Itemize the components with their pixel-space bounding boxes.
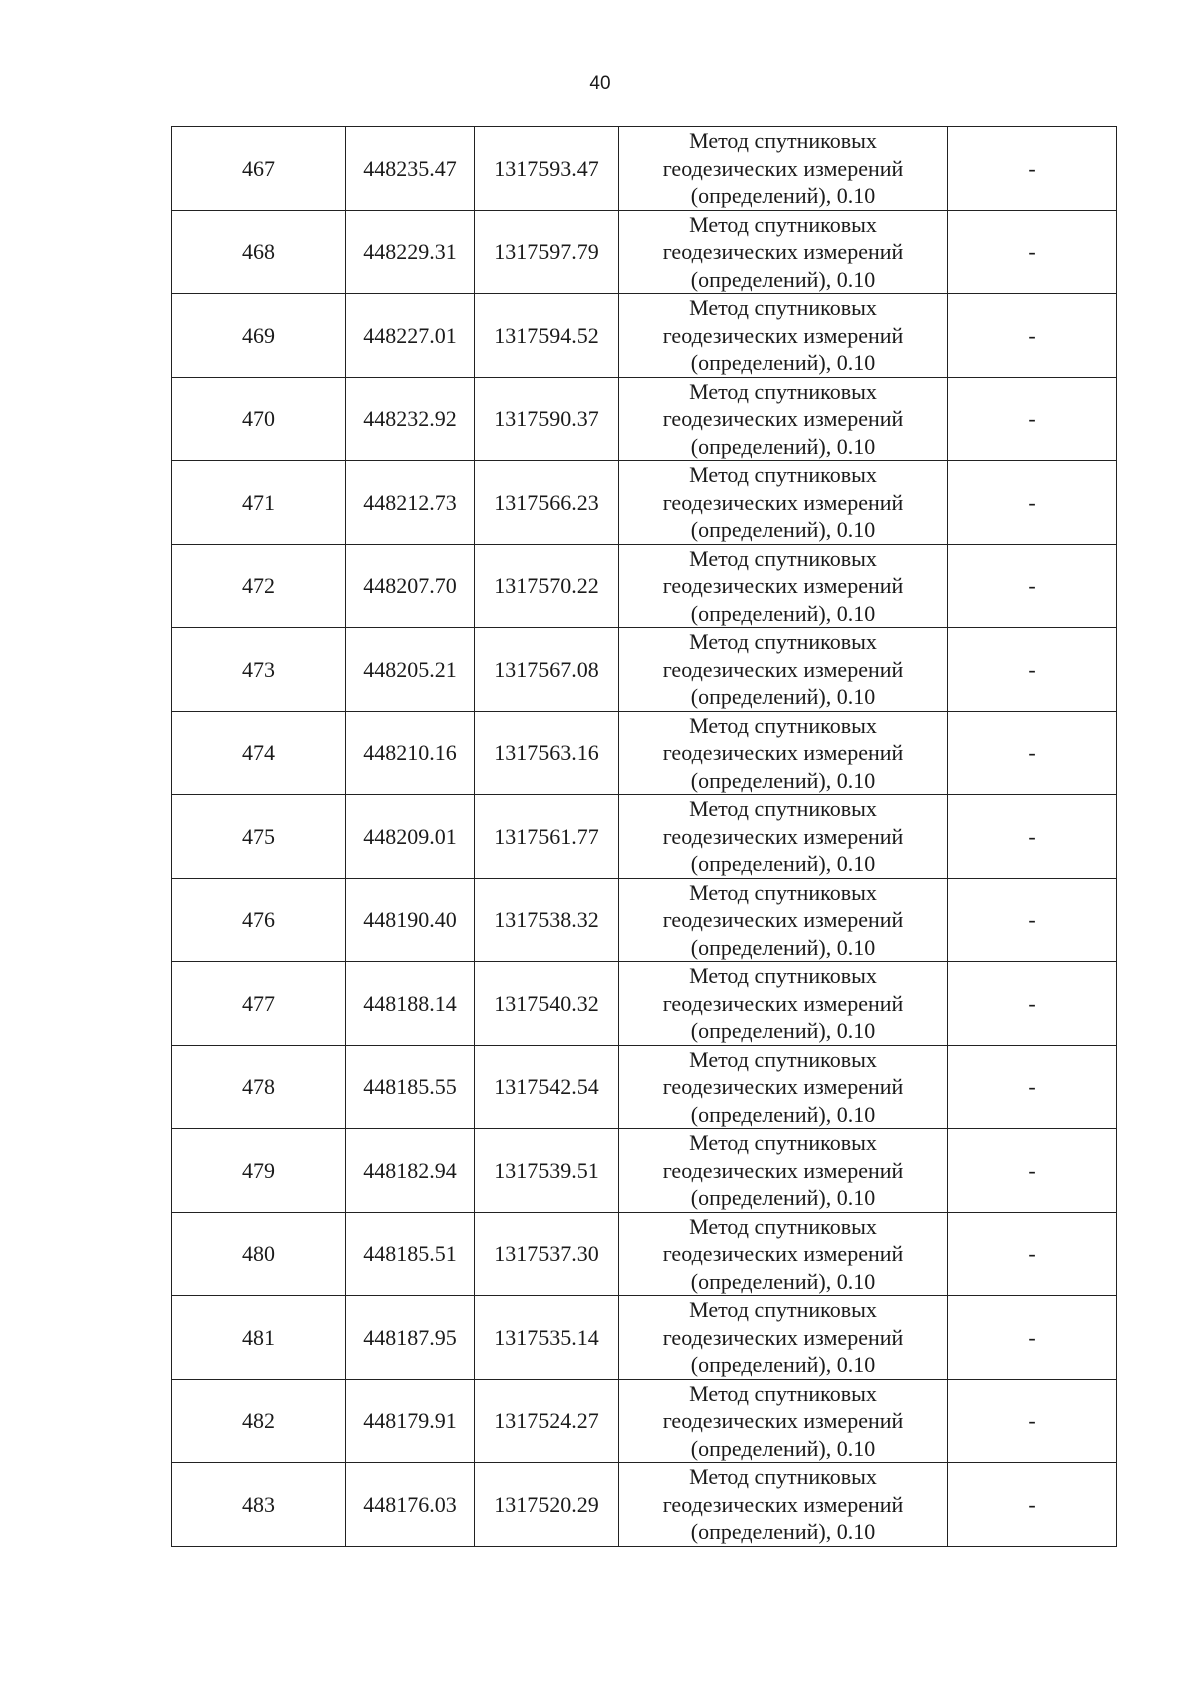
method-cell [619, 962, 948, 1046]
method-cell [619, 1379, 948, 1463]
method-cell [619, 461, 948, 545]
y-coordinate-cell: 1317561.77 [475, 795, 619, 879]
method-cell [619, 1045, 948, 1129]
x-coordinate-cell: 448235.47 [346, 127, 475, 211]
table-row [172, 711, 1117, 795]
page-number: 40 [589, 73, 611, 94]
method-cell [619, 628, 948, 712]
note-cell: - [948, 1045, 1117, 1129]
table-row [172, 628, 1117, 712]
y-coordinate-cell: 1317597.79 [475, 210, 619, 294]
method-line: Метод спутниковых [689, 1464, 877, 1489]
method-line: (определений), 0.10 [690, 1268, 876, 1294]
method-cell [619, 127, 948, 211]
table-row [172, 377, 1117, 461]
x-coordinate-cell: 448232.92 [346, 377, 475, 461]
point-number-cell: 475 [172, 795, 346, 879]
table-row [172, 294, 1117, 378]
method-line: геодезических измерений [662, 239, 904, 264]
point-number-cell: 479 [172, 1129, 346, 1213]
y-coordinate-cell: 1317593.47 [475, 127, 619, 211]
x-coordinate-cell: 448187.95 [346, 1296, 475, 1380]
method-line: Метод спутниковых [689, 1213, 877, 1239]
method-line: (определений), 0.10 [690, 1519, 876, 1544]
y-coordinate-cell: 1317566.23 [475, 461, 619, 545]
method-line: геодезических измерений [662, 907, 904, 932]
point-number-cell: 477 [172, 962, 346, 1046]
x-coordinate-cell: 448209.01 [346, 795, 475, 879]
method-line: геодезических измерений [662, 1074, 904, 1099]
y-coordinate-cell: 1317520.29 [475, 1463, 619, 1547]
note-cell: - [948, 795, 1117, 879]
point-number-cell: 469 [172, 294, 346, 378]
coordinates-table [171, 126, 1117, 1547]
x-coordinate-cell: 448227.01 [346, 294, 475, 378]
x-coordinate-cell: 448185.51 [346, 1212, 475, 1296]
method-line: геодезических измерений [662, 406, 904, 431]
method-line: Метод спутниковых [689, 1380, 877, 1406]
note-cell: - [948, 1129, 1117, 1213]
point-number-cell: 473 [172, 628, 346, 712]
point-number-cell: 478 [172, 1045, 346, 1129]
note-cell: - [948, 1379, 1117, 1463]
method-cell [619, 1212, 948, 1296]
y-coordinate-cell: 1317539.51 [475, 1129, 619, 1213]
method-line: (определений), 0.10 [690, 851, 876, 876]
y-coordinate-cell: 1317524.27 [475, 1379, 619, 1463]
x-coordinate-cell: 448205.21 [346, 628, 475, 712]
point-number-cell: 470 [172, 377, 346, 461]
method-line: (определений), 0.10 [690, 266, 876, 292]
note-cell: - [948, 210, 1117, 294]
note-cell: - [948, 1296, 1117, 1380]
table-row [172, 127, 1117, 211]
table-row [172, 795, 1117, 879]
note-cell: - [948, 711, 1117, 795]
table-row [172, 461, 1117, 545]
y-coordinate-cell: 1317542.54 [475, 1045, 619, 1129]
x-coordinate-cell: 448179.91 [346, 1379, 475, 1463]
table-row [172, 878, 1117, 962]
point-number-cell: 471 [172, 461, 346, 545]
method-cell [619, 1463, 948, 1547]
note-cell: - [948, 127, 1117, 211]
method-line: (определений), 0.10 [690, 433, 876, 459]
table-body [172, 127, 1117, 1547]
point-number-cell: 467 [172, 127, 346, 211]
method-line: геодезических измерений [662, 823, 904, 849]
x-coordinate-cell: 448185.55 [346, 1045, 475, 1129]
x-coordinate-cell: 448207.70 [346, 544, 475, 628]
method-line: (определений), 0.10 [690, 1101, 876, 1127]
method-line: (определений), 0.10 [690, 183, 876, 208]
method-line: Метод спутниковых [689, 629, 877, 654]
note-cell: - [948, 962, 1117, 1046]
point-number-cell: 482 [172, 1379, 346, 1463]
point-number-cell: 483 [172, 1463, 346, 1547]
method-line: геодезических измерений [662, 155, 904, 181]
method-line: Метод спутниковых [689, 963, 877, 988]
method-cell [619, 377, 948, 461]
point-number-cell: 474 [172, 711, 346, 795]
x-coordinate-cell: 448182.94 [346, 1129, 475, 1213]
method-line: геодезических измерений [662, 1241, 904, 1266]
method-cell [619, 1129, 948, 1213]
method-line: Метод спутниковых [689, 796, 877, 821]
table-row [172, 1129, 1117, 1213]
method-line: (определений), 0.10 [690, 1185, 876, 1210]
y-coordinate-cell: 1317538.32 [475, 878, 619, 962]
method-line: (определений), 0.10 [690, 1018, 876, 1043]
method-line: Метод спутниковых [689, 1130, 877, 1155]
method-line: геодезических измерений [662, 322, 904, 348]
y-coordinate-cell: 1317567.08 [475, 628, 619, 712]
note-cell: - [948, 1463, 1117, 1547]
method-line: Метод спутниковых [689, 879, 877, 905]
method-line: геодезических измерений [662, 656, 904, 682]
table-row [172, 1463, 1117, 1547]
method-line: (определений), 0.10 [690, 767, 876, 793]
table-row [172, 1045, 1117, 1129]
method-line: (определений), 0.10 [690, 684, 876, 709]
method-line: геодезических измерений [662, 1157, 904, 1183]
method-line: Метод спутниковых [689, 1297, 877, 1322]
method-line: Метод спутниковых [689, 378, 877, 404]
x-coordinate-cell: 448210.16 [346, 711, 475, 795]
method-line: Метод спутниковых [689, 1046, 877, 1072]
y-coordinate-cell: 1317590.37 [475, 377, 619, 461]
note-cell: - [948, 628, 1117, 712]
method-cell [619, 294, 948, 378]
y-coordinate-cell: 1317563.16 [475, 711, 619, 795]
table-row [172, 1379, 1117, 1463]
method-line: Метод спутниковых [689, 545, 877, 571]
x-coordinate-cell: 448188.14 [346, 962, 475, 1046]
y-coordinate-cell: 1317594.52 [475, 294, 619, 378]
x-coordinate-cell: 448212.73 [346, 461, 475, 545]
method-cell [619, 1296, 948, 1380]
table-row [172, 962, 1117, 1046]
point-number-cell: 476 [172, 878, 346, 962]
method-cell [619, 544, 948, 628]
point-number-cell: 472 [172, 544, 346, 628]
method-line: (определений), 0.10 [690, 517, 876, 542]
method-line: Метод спутниковых [689, 295, 877, 320]
method-cell [619, 795, 948, 879]
point-number-cell: 468 [172, 210, 346, 294]
note-cell: - [948, 461, 1117, 545]
x-coordinate-cell: 448229.31 [346, 210, 475, 294]
method-cell [619, 210, 948, 294]
method-cell [619, 711, 948, 795]
y-coordinate-cell: 1317537.30 [475, 1212, 619, 1296]
method-line: (определений), 0.10 [690, 1352, 876, 1377]
y-coordinate-cell: 1317540.32 [475, 962, 619, 1046]
method-line: (определений), 0.10 [690, 600, 876, 626]
y-coordinate-cell: 1317535.14 [475, 1296, 619, 1380]
note-cell: - [948, 878, 1117, 962]
method-line: геодезических измерений [662, 1324, 904, 1350]
point-number-cell: 480 [172, 1212, 346, 1296]
x-coordinate-cell: 448190.40 [346, 878, 475, 962]
method-line: геодезических измерений [662, 1408, 904, 1433]
method-line: (определений), 0.10 [690, 934, 876, 960]
table-row [172, 1296, 1117, 1380]
table-row [172, 544, 1117, 628]
method-line: (определений), 0.10 [690, 350, 876, 375]
method-line: геодезических измерений [662, 1491, 904, 1517]
note-cell: - [948, 1212, 1117, 1296]
method-line: Метод спутниковых [689, 128, 877, 153]
method-line: геодезических измерений [662, 740, 904, 765]
note-cell: - [948, 544, 1117, 628]
method-line: Метод спутниковых [689, 462, 877, 487]
method-line: Метод спутниковых [689, 211, 877, 237]
note-cell: - [948, 294, 1117, 378]
method-line: геодезических измерений [662, 573, 904, 598]
method-line: геодезических измерений [662, 990, 904, 1016]
table-row [172, 210, 1117, 294]
method-line: Метод спутниковых [689, 712, 877, 738]
table-row [172, 1212, 1117, 1296]
point-number-cell: 481 [172, 1296, 346, 1380]
method-line: геодезических измерений [662, 489, 904, 515]
x-coordinate-cell: 448176.03 [346, 1463, 475, 1547]
y-coordinate-cell: 1317570.22 [475, 544, 619, 628]
note-cell: - [948, 377, 1117, 461]
method-cell [619, 878, 948, 962]
method-line: (определений), 0.10 [690, 1435, 876, 1461]
